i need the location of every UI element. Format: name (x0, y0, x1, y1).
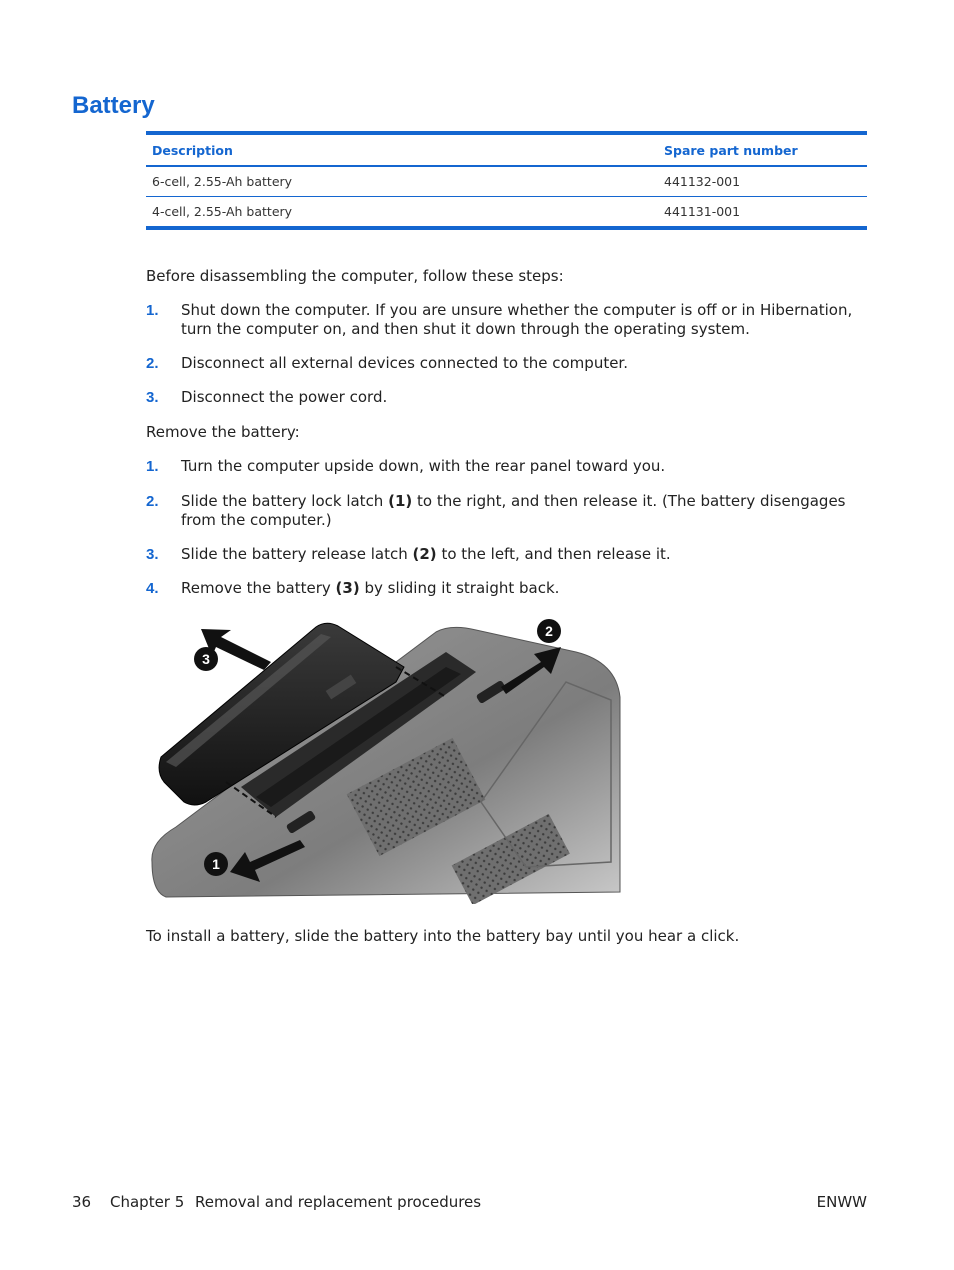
step-text: Shut down the computer. If you are unsure whether the computer is off or in Hibernation, turn the computer on, and then shut it down through the operating system. (181, 301, 853, 338)
callout-label: 1 (212, 856, 220, 872)
cell-description: 4-cell, 2.55-Ah battery (152, 204, 293, 219)
remove-intro-text: Remove the battery: (146, 423, 300, 441)
page-number: 36 (72, 1193, 92, 1211)
table-header-row (146, 133, 867, 166)
step-text (181, 492, 867, 530)
callout-2-icon (537, 619, 561, 643)
remove-step (146, 457, 867, 476)
cell-part-number: 441131-001 (664, 204, 741, 219)
step-number: 1. (146, 458, 159, 475)
remove-step (146, 545, 867, 564)
remove-step (146, 492, 867, 530)
footer-brand: ENWW (816, 1193, 867, 1211)
spare-parts-table (146, 131, 867, 230)
step-text (181, 545, 867, 564)
step-number: 2. (146, 493, 159, 510)
column-header-description: Description (152, 142, 233, 158)
step-text-part: to the right, and then release it. (The battery disengages from the computer.) (181, 492, 846, 529)
chapter-title: Removal and replacement procedures (195, 1193, 482, 1211)
table-row (146, 166, 867, 197)
step-number: 2. (146, 355, 159, 372)
step-number: 1. (146, 302, 159, 319)
callout-1-icon (204, 852, 228, 876)
prep-step (146, 388, 867, 407)
callout-3-icon (194, 647, 218, 671)
cell-part-number: 441132-001 (664, 174, 741, 189)
callout-label: 3 (202, 651, 210, 667)
step-text-part: to the left, and then release it. (436, 545, 671, 563)
prep-step (146, 354, 867, 373)
battery-removal-illustration (146, 612, 626, 904)
install-note: To install a battery, slide the battery into the battery bay until you hear a click. (146, 927, 740, 945)
step-text-part: Slide the battery release latch (181, 545, 413, 563)
page-title: Battery (72, 92, 155, 119)
step-number: 3. (146, 389, 159, 406)
step-text (181, 579, 867, 598)
callout-ref: (3) (335, 579, 360, 597)
table-row (146, 197, 867, 229)
step-text-part: Remove the battery (181, 579, 336, 597)
step-text-part: Slide the battery lock latch (181, 492, 389, 510)
callout-label: 2 (545, 623, 553, 639)
cell-description: 6-cell, 2.55-Ah battery (152, 174, 293, 189)
prep-step (146, 301, 867, 339)
intro-text: Before disassembling the computer, follow these steps: (146, 267, 564, 285)
remove-step (146, 579, 867, 598)
step-text-part: by sliding it straight back. (359, 579, 560, 597)
callout-ref: (2) (412, 545, 437, 563)
step-text: Disconnect all external devices connected to the computer. (181, 354, 628, 372)
step-text: Turn the computer upside down, with the rear panel toward you. (181, 457, 666, 475)
step-number: 4. (146, 580, 159, 597)
step-number: 3. (146, 546, 159, 563)
chapter-label: Chapter 5 (110, 1193, 185, 1211)
step-text: Disconnect the power cord. (181, 388, 388, 406)
callout-ref: (1) (388, 492, 413, 510)
column-header-spare-part-number: Spare part number (664, 142, 798, 158)
